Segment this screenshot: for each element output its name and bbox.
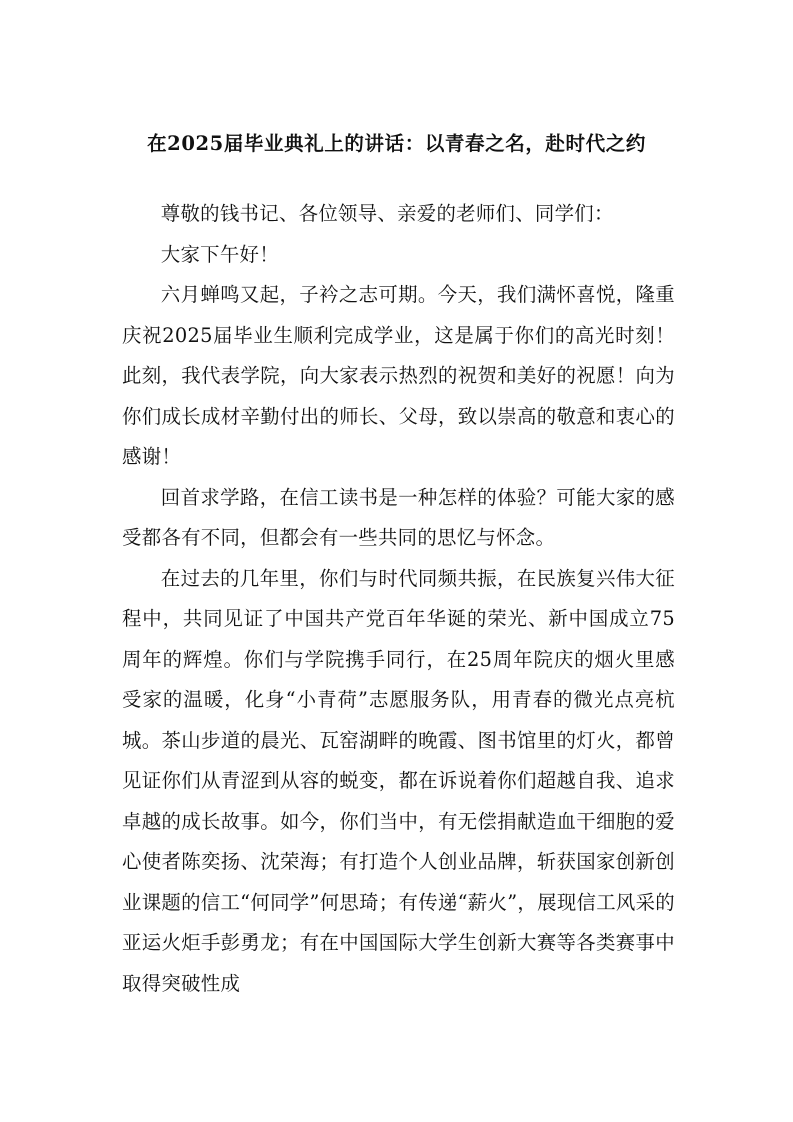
speech-body [122, 194, 675, 1004]
congratulation-paragraph: 六月蝉鸣又起，子衿之志可期。今天，我们满怀喜悦，隆重庆祝2025届毕业生顺利完成学业，这是属于你们的高光时刻！此刻，我代表学院，向大家表示热烈的祝贺和美好的祝愿！向为你们成长成材辛勤付出的师长、父母，致以崇高的敬意和衷心的感谢！ [122, 283, 675, 468]
reflection-paragraph: 回首求学路，在信工读书是一种怎样的体验？可能大家的感受都各有不同，但都会有一些共同的思忆与怀念。 [122, 485, 675, 549]
salutation-paragraph: 大家下午好！ [160, 242, 279, 266]
achievements-paragraph: 在过去的几年里，你们与时代同频共振，在民族复兴伟大征程中，共同见证了中国共产党百年华诞的荣光、新中国成立75周年的辉煌。你们与学院携手同行，在25周年院庆的烟火里感受家的温暖，化身“小青荷”志愿服务队，用青春的微光点亮杭城。茶山步道的晨光、瓦窑湖畔的晚霞、图书馆里的灯火，都曾见证你们从青涩到从容的蜕变，都在诉说着你们超越自我、追求卓越的成长故事。如今，你们当中，有无偿捐献造血干细胞的爱心使者陈奕扬、沈荣海；有打造个人创业品牌，斩获国家创新创业课题的信工“何同学”何思琦；有传递“薪火”，展现信工风采的亚运火炬手彭勇龙；有在中国国际大学生创新大赛等各类赛事中取得突破性成 [122, 566, 675, 995]
greeting-paragraph: 尊敬的钱书记、各位领导、亲爱的老师们、同学们： [160, 202, 614, 225]
speech-title: 在2025届毕业典礼上的讲话：以青春之名，赴时代之约 [147, 132, 646, 155]
